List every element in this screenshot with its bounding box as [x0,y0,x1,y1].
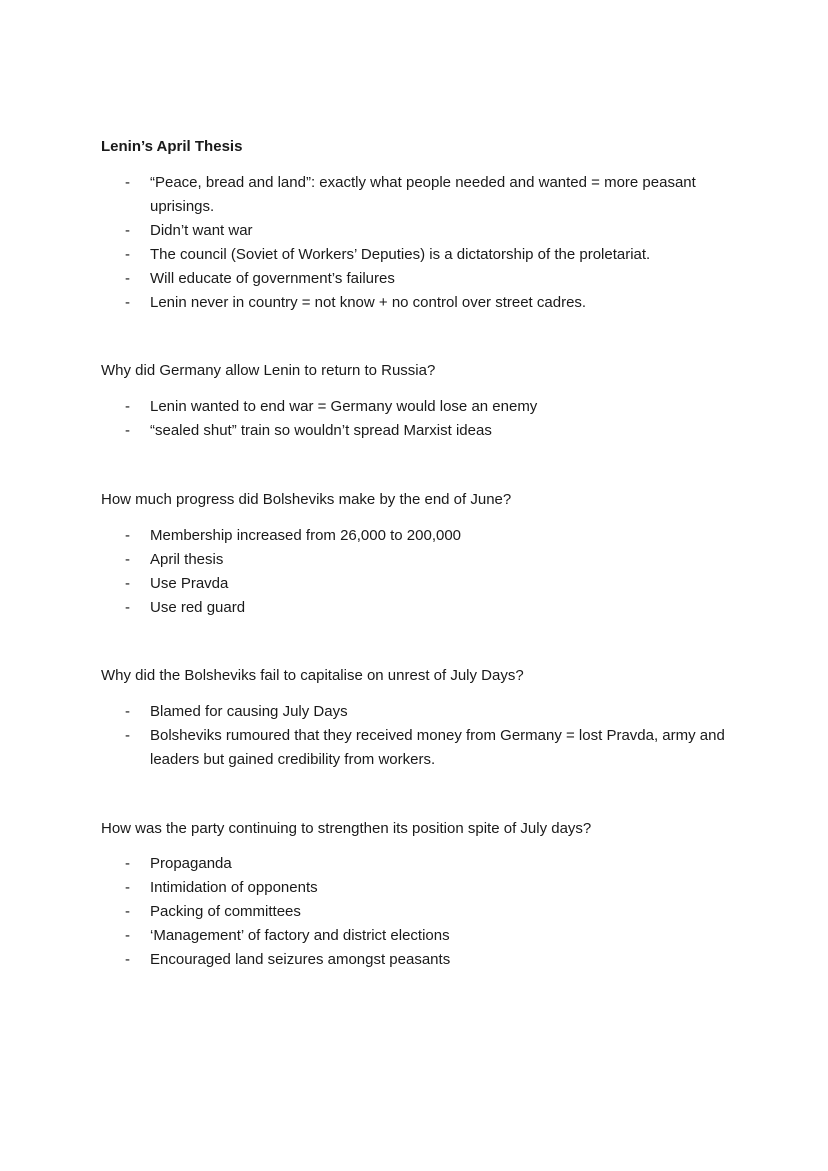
list-item [101,243,741,267]
bullet-dash: - [125,222,130,239]
list-item [101,900,741,924]
list-item-text: Lenin never in country = not know + no control over street cadres. [150,294,587,311]
list-item [101,395,741,419]
section-heading: How much progress did Bolsheviks make by the end of June? [101,491,512,508]
list-item [101,852,741,876]
list-item-text: Bolsheviks rumoured that they received money from Germany = lost Pravda, army and leaders but gained credibility from workers. [150,727,725,768]
list-item-text: Packing of committees [150,903,301,920]
bullet-dash: - [125,270,130,287]
list-item [101,419,741,443]
bullet-dash: - [125,727,130,744]
bullet-list [101,524,741,620]
list-item-text: Blamed for causing July Days [150,703,348,720]
bullet-dash: - [125,703,130,720]
list-item-text: “Peace, bread and land”: exactly what people needed and wanted = more peasant uprisings. [150,174,696,215]
bullet-list [101,395,741,443]
section-heading: Why did the Bolsheviks fail to capitalise on unrest of July Days? [101,667,524,684]
list-item-text: Propaganda [150,855,232,872]
list-item-text: Use Pravda [150,575,229,592]
list-item [101,171,741,219]
list-item-text: The council (Soviet of Workers’ Deputies) is a dictatorship of the proletariat. [150,246,651,263]
bullet-dash: - [125,927,130,944]
bullet-dash: - [125,422,130,439]
list-item-text: Intimidation of opponents [150,879,318,896]
bullet-dash: - [125,575,130,592]
bullet-dash: - [125,174,130,191]
section-heading: Why did Germany allow Lenin to return to Russia? [101,362,436,379]
section-germany-allow-lenin [101,361,741,443]
list-item-text: “sealed shut” train so wouldn’t spread Marxist ideas [150,422,492,439]
list-item-text: Encouraged land seizures amongst peasants [150,951,451,968]
list-item-text: Use red guard [150,599,246,616]
list-item [101,291,741,315]
list-item [101,548,741,572]
list-item [101,924,741,948]
list-item [101,876,741,900]
section-party-strengthening [101,819,741,972]
list-item [101,524,741,548]
list-item-text: Lenin wanted to end war = Germany would lose an enemy [150,398,538,415]
list-item [101,700,741,724]
section-heading: How was the party continuing to strengthen its position spite of July days? [101,820,592,837]
list-item [101,572,741,596]
bullet-list [101,852,741,972]
bullet-dash: - [125,951,130,968]
list-item [101,724,741,772]
bullet-dash: - [125,527,130,544]
bullet-dash: - [125,599,130,616]
list-item [101,948,741,972]
section-heading: Lenin’s April Thesis [101,138,243,155]
section-bolshevik-progress [101,490,741,620]
list-item [101,267,741,291]
list-item-text: Membership increased from 26,000 to 200,000 [150,527,462,544]
bullet-list [101,700,741,772]
bullet-dash: - [125,855,130,872]
section-july-days-failure [101,666,741,772]
bullet-dash: - [125,294,130,311]
list-item [101,219,741,243]
list-item-text: Didn’t want war [150,222,253,239]
bullet-list [101,171,741,315]
list-item [101,596,741,620]
bullet-dash: - [125,551,130,568]
bullet-dash: - [125,903,130,920]
section-april-thesis [101,137,741,315]
list-item-text: April thesis [150,551,224,568]
bullet-dash: - [125,398,130,415]
list-item-text: Will educate of government’s failures [150,270,395,287]
bullet-dash: - [125,879,130,896]
list-item-text: ‘Management’ of factory and district elections [150,927,450,944]
bullet-dash: - [125,246,130,263]
